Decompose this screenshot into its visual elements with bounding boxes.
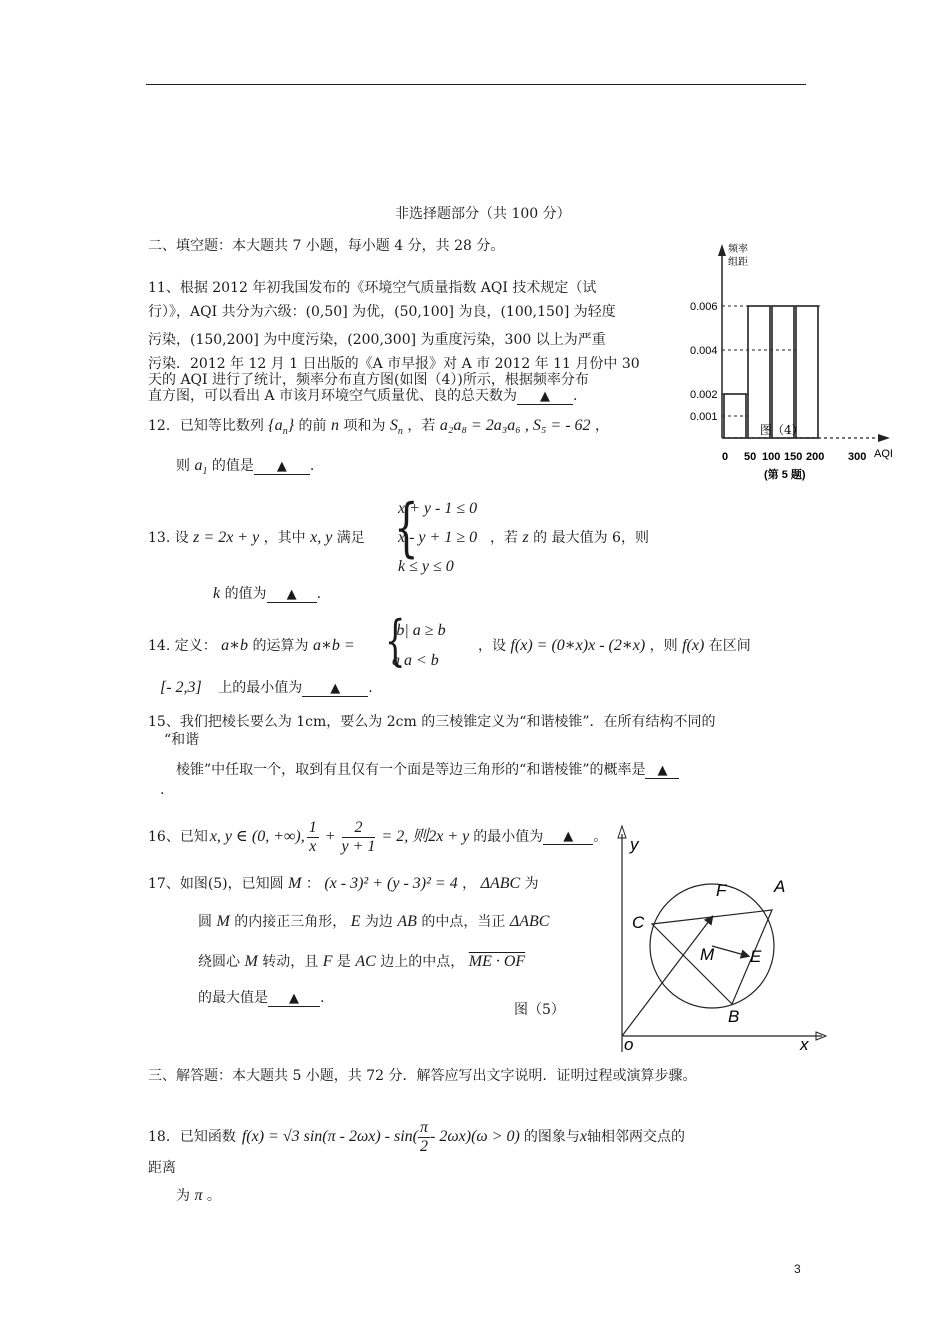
histogram-bar xyxy=(772,306,794,438)
q13-line2: k 的值为 ▲ . xyxy=(213,585,322,602)
answer-blank: ▲ xyxy=(517,390,573,405)
label-O: o xyxy=(624,1035,634,1054)
answer-blank: ▲ xyxy=(254,460,310,475)
answer-blank: ▲ xyxy=(267,588,317,603)
figure-5-caption: 图（5） xyxy=(514,1002,565,1018)
cases-definition: |b| a ≥ b a a < b xyxy=(392,622,446,669)
q12-line2: 则 $a_1$ 的值是 ▲ . xyxy=(176,457,315,478)
label-A: A xyxy=(774,877,786,896)
q13-line1-end: ，若 z 的 最大值为 6，则 xyxy=(490,529,649,546)
y-tick-labels xyxy=(690,301,718,423)
y-tick-label: 0.004 xyxy=(690,345,718,357)
q15-line1: 15、我们把棱长要么为 1cm，要么为 2cm 的三棱锥定义为“和谐棱锥”．在所有结构不同的 xyxy=(148,714,716,730)
ylabel-top: 频率 xyxy=(728,244,748,255)
figure-5-diagram xyxy=(560,820,840,1060)
label-B: B xyxy=(728,1007,740,1026)
q17-line1: 17、如图(5)，已知圆 M ： (x - 3)² + (y - 3)² = 4 ， ΔABC 为 xyxy=(148,875,539,892)
label-F: F xyxy=(716,881,727,900)
q18-line1: 18．已知函数 f(x) = √3 sin(π - 2ωx) - sin( $\frac{\pi}{2}$ - 2ωx)(ω > 0) 的图象与 x 轴相邻两交点的 xyxy=(148,1118,685,1155)
q15-line1b: “和谐 xyxy=(164,732,200,748)
x-tick-label: 150 xyxy=(784,451,803,463)
q11-line5: 天的 AQI 进行了统计，频率分布直方图(如图（4）)所示，根据频率分布 xyxy=(148,372,589,388)
histogram-bars xyxy=(724,306,818,438)
constraint-system: x + y - 1 ≤ 0 x - y + 1 ≥ 0 k ≤ y ≤ 0 xyxy=(398,500,478,575)
x-tick-label: 100 xyxy=(762,451,781,463)
cases-brace: { xyxy=(384,609,406,672)
q11-line4: 污染．2012 年 12 月 1 日出版的《A 市早报》对 A 市 2012 年 11 月份中 30 xyxy=(148,356,640,372)
q16-line: 16、已知 x, y ∈ (0, +∞), $\frac{1}{x}$ + $\frac{2}{y + 1}$ = 2, 则2x + y 的最小值为 ▲ 。 xyxy=(148,818,608,855)
figure-4-subcaption: (第 5 题) xyxy=(764,469,806,481)
figure-4-histogram xyxy=(688,238,908,488)
answer-blank: ▲ xyxy=(302,682,368,697)
dashed-levels xyxy=(722,306,820,416)
x-tick-labels xyxy=(722,451,866,463)
q13-line1: 13. 设 z = 2x + y ，其中 x, y 满足 xyxy=(148,529,365,546)
label-y: y xyxy=(630,835,639,854)
q17-line2: 圆 M 的内接正三角形， E 为边 AB 的中点，当正 ΔABC xyxy=(198,913,550,930)
x-axis-arrow xyxy=(878,434,890,442)
vector-ME xyxy=(712,946,748,956)
fraction-2-over-y1: $\frac{2}{y + 1}$ xyxy=(341,818,376,855)
system-brace: { xyxy=(394,491,419,565)
histogram-bar xyxy=(748,306,770,438)
section2-heading: 二、填空题：本大题共 7 小题，每小题 4 分，共 28 分。 xyxy=(148,238,505,254)
y-tick-label: 0.006 xyxy=(690,301,718,313)
label-x: x xyxy=(800,1035,809,1054)
math-condition: a₂a₈ = 2a₃a₆ , S₅ = - 62 xyxy=(439,417,591,434)
q14-line1: 14. 定义： a∗b 的运算为 a∗b = xyxy=(148,637,355,654)
q11-line6: 直方图，可以看出 A 市该月环境空气质量优、良的总天数为 ▲ . xyxy=(148,388,578,404)
y-tick-label: 0.002 xyxy=(690,389,718,401)
ylabel-bottom: 组距 xyxy=(728,257,748,268)
section-title: 非选择题部分（共 100 分） xyxy=(395,206,571,222)
answer-blank: ▲ xyxy=(268,992,320,1007)
fraction-1-over-x: $\frac{1}{x}$ xyxy=(308,818,317,855)
x-tick-label: 300 xyxy=(848,451,867,463)
fraction-pi-over-2: $\frac{\pi}{2}$ xyxy=(420,1118,429,1155)
label-M: M xyxy=(700,945,715,964)
q17-line3: 绕圆心 M 转动，且 F 是 AC 边上的中点， ME · OF xyxy=(198,953,526,970)
header-rule xyxy=(146,84,806,85)
q11-text: 直方图，可以看出 A 市该月环境空气质量优、良的总天数为 xyxy=(148,388,518,404)
answer-blank: ▲ xyxy=(543,830,593,845)
label-E: E xyxy=(750,947,762,966)
q15-tail: . xyxy=(160,782,165,798)
section3-heading: 三、解答题：本大题共 5 小题，共 72 分．解答应写出文字说明．证明过程或演算步骤。 xyxy=(148,1068,697,1084)
figure-4-caption: 图（4） xyxy=(760,423,804,437)
vector-OF xyxy=(622,917,712,1036)
x-tick-label: 200 xyxy=(806,451,825,463)
q11-line3: 污染，(150,200] 为中度污染，(200,300] 为重度污染，300 以上为严重 xyxy=(148,332,606,348)
math-sequence: $\{a_n\}$ xyxy=(268,417,295,438)
answer-blank: ▲ xyxy=(645,764,679,779)
vector-dot-product: ME · OF xyxy=(468,953,526,970)
q17-line4: 的最大值是 ▲ . xyxy=(198,990,325,1006)
y-tick-label: 0.001 xyxy=(690,411,718,423)
q15-line2: 棱锥”中任取一个，取到有且仅有一个面是等边三角形的“和谐棱锥”的概率是 ▲ xyxy=(176,760,679,780)
q14-line1-end: ，设 f(x) = (0∗x)x - (2∗x) ，则 f(x) 在区间 xyxy=(478,637,751,654)
q18-line3: 为 π 。 xyxy=(176,1187,221,1204)
q11-line2: 行）》，AQI 共分为六级：(0,50] 为优，(50,100] 为良，(100,150] 为轻度 xyxy=(148,304,616,320)
q14-line2: [- 2,3] 上的最小值为 ▲ . xyxy=(160,679,373,696)
q12-line1: 12．已知等比数列 $\{a_n\}$ 的前 n 项和为 $S_n$ ，若 a₂a₈ = 2a₃a₆ , S₅ = - 62 ， xyxy=(148,417,609,438)
q18-line2: 距离 xyxy=(148,1160,176,1176)
x-tick-label: 50 xyxy=(744,451,757,463)
x-tick-label: 0 xyxy=(722,451,729,463)
x-axis-label: AQI xyxy=(874,448,893,460)
page-number: 3 xyxy=(794,1262,801,1276)
label-C: C xyxy=(632,913,645,932)
y-axis-arrow xyxy=(718,244,726,256)
histogram-bar xyxy=(796,306,818,438)
q11-line1: 11、根据 2012 年初我国发布的《环境空气质量指数 AQI 技术规定（试 xyxy=(148,280,597,296)
